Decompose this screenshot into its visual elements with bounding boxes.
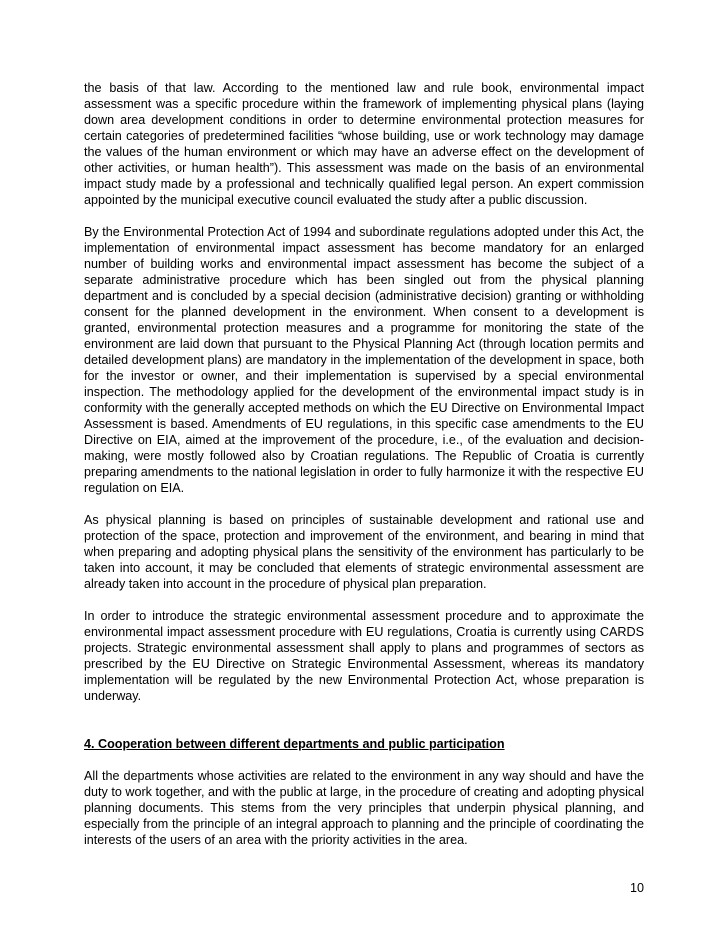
paragraph-strategic-assessment: In order to introduce the strategic environmental assessment procedure and to approximate the environmental impact assessment procedure with EU regulations, Croatia is currently using CARDS projects. Strategic environmental assessment shall apply to plans and programmes of sectors as prescribed by the EU Directive on Strategic Environmental Assessment, whereas its mandatory implementation will be regulated by the new Environmental Protection Act, whose preparation is underway. [84, 609, 644, 703]
page-number: 10 [629, 881, 644, 895]
paragraph-spacer [84, 752, 644, 768]
paragraph-physical-planning-principles: As physical planning is based on principles of sustainable development and rational use and protection of the space, protection and improvement of the environment, and bearing in mind that when preparing and adopting physical plans the sensitivity of the environment has particularly to be taken into account, it may be concluded that elements of strategic environmental assessment are already taken into account in the procedure of physical plan preparation. [84, 513, 644, 591]
paragraph-spacer [84, 208, 644, 224]
paragraph-cooperation: All the departments whose activities are related to the environment in any way should and have the duty to work together, and with the public at large, in the procedure of creating and adopting physical planning documents. This stems from the very principles that underpin physical planning, and especially from the principle of an integral approach to planning and the principle of coordinating the interests of the users of an area with the priority activities in the area. [84, 769, 644, 847]
section-spacer [84, 704, 644, 736]
paragraph-environmental-protection-act: By the Environmental Protection Act of 1994 and subordinate regulations adopted under this Act, the implementation of environmental impact assessment has become mandatory for an enlarged number of building works and environmental impact assessment has become the subject of a separate administrative procedure which has been singled out from the physical planning department and is concluded by a special decision (administrative decision) granting or withholding consent for the planned development in the environment. When consent to a development is granted, environmental protection measures and a programme for monitoring the state of the environment are laid down that pursuant to the Physical Planning Act (through location permits and detailed development plans) are mandatory in the implementation of the development in space, both for the investor or owner, and their implementation is supervised by a special environmental inspection. The methodology applied for the development of the environmental impact study is in conformity with the generally accepted methods on which the EU Directive on Environmental Impact Assessment is based. Amendments of EU regulations, in this specific case amendments to the EU Directive on EIA, aimed at the improvement of the procedure, i.e., of the evaluation and decision-making, were mostly followed also by Croatian regulations. The Republic of Croatia is currently preparing amendments to the national legislation in order to fully harmonize it with the respective EU regulation on EIA. [84, 225, 644, 495]
paragraph-spacer [84, 496, 644, 512]
paragraph-eia-law-basis: the basis of that law. According to the mentioned law and rule book, environmental impact assessment was a specific procedure within the framework of implementing physical plans (laying down area development conditions in order to determine environmental protection measures for certain categories of predetermined facilities “whose building, use or work technology may damage the values of the human environment or which may have an adverse effect on the development of other activities, or human health”). This assessment was made on the basis of an environmental impact study made by a professional and technically qualified legal person. An expert commission appointed by the municipal executive council evaluated the study after a public discussion. [84, 81, 644, 207]
document-page [84, 80, 644, 848]
paragraph-spacer [84, 592, 644, 608]
section-heading: 4. Cooperation between different departments and public participation [84, 737, 505, 751]
